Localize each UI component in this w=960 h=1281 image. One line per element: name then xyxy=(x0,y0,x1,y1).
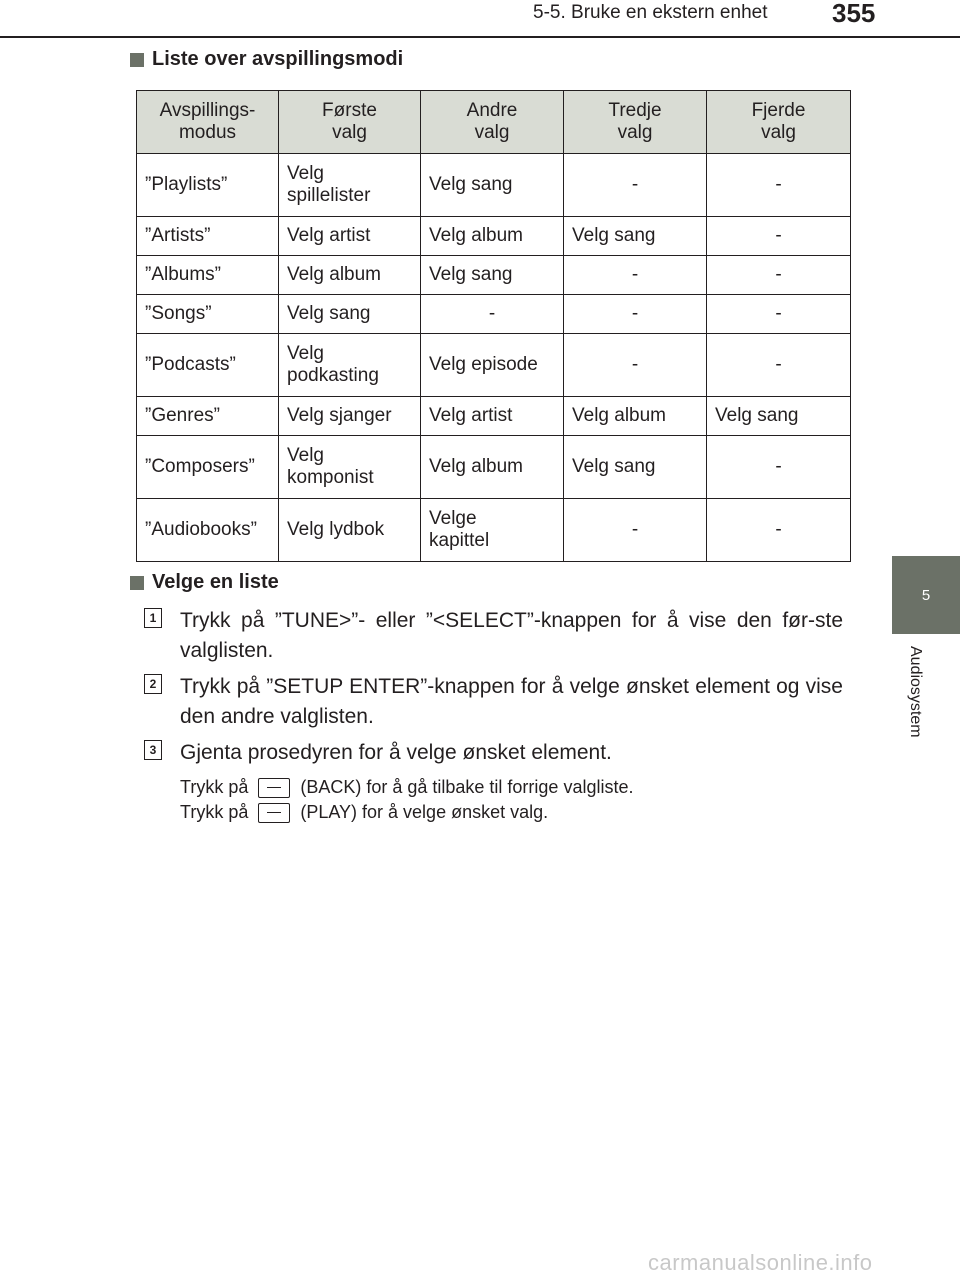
table-row xyxy=(137,256,851,295)
watermark: carmanualsonline.info xyxy=(648,1250,873,1275)
table-cell: - xyxy=(564,256,707,295)
table-cell: - xyxy=(421,295,564,334)
step-number-badge: 2 xyxy=(144,674,162,694)
table-cell: - xyxy=(564,154,707,217)
column-header: Fjerde valg xyxy=(707,91,851,154)
table-cell: - xyxy=(707,436,851,499)
table-row xyxy=(137,397,851,436)
playback-modes-heading xyxy=(130,48,403,71)
table-cell: Velg spillelister xyxy=(279,154,421,217)
table-cell: Velg sang xyxy=(421,154,564,217)
chapter-number: 5 xyxy=(921,586,931,604)
note-prefix: Trykk på xyxy=(180,777,249,797)
table-cell: - xyxy=(707,334,851,397)
table-cell: Velg album xyxy=(564,397,707,436)
column-header: Tredje valg xyxy=(564,91,707,154)
page-number: 355 xyxy=(832,0,876,28)
table-cell: Velg album xyxy=(279,256,421,295)
play-button-icon xyxy=(258,803,290,823)
table-cell: ”Artists” xyxy=(137,217,279,256)
table-cell: - xyxy=(707,217,851,256)
table-cell: Velge kapittel xyxy=(421,499,564,562)
step-text: Trykk på ”TUNE>”- eller ”<SELECT”-knappen for å vise den før-ste valglisten. xyxy=(180,609,843,662)
table-cell: - xyxy=(707,295,851,334)
table-cell: ”Podcasts” xyxy=(137,334,279,397)
table-cell: Velg album xyxy=(421,436,564,499)
table-cell: Velg sang xyxy=(564,217,707,256)
note-prefix: Trykk på xyxy=(180,802,249,822)
table-cell: - xyxy=(707,154,851,217)
step-text: Trykk på ”SETUP ENTER”-knappen for å velge ønsket element og vise den andre valglisten. xyxy=(180,675,843,728)
table-cell: Velg lydbok xyxy=(279,499,421,562)
chapter-label: Audiosystem xyxy=(907,646,924,738)
table-cell: ”Albums” xyxy=(137,256,279,295)
table-cell: ”Songs” xyxy=(137,295,279,334)
column-header: Andre valg xyxy=(421,91,564,154)
table-cell: - xyxy=(564,499,707,562)
table-cell: ”Audiobooks” xyxy=(137,499,279,562)
table-cell: - xyxy=(564,295,707,334)
table-cell: Velg sang xyxy=(279,295,421,334)
table-cell: Velg artist xyxy=(421,397,564,436)
table-cell: Velg sjanger xyxy=(279,397,421,436)
step-3 xyxy=(144,738,844,770)
step-text: Gjenta prosedyren for å velge ønsket element. xyxy=(180,741,612,764)
table-cell: Velg sang xyxy=(707,397,851,436)
table-row xyxy=(137,154,851,217)
select-list-heading xyxy=(130,571,279,594)
table-cell: Velg artist xyxy=(279,217,421,256)
section-title: 5-5. Bruke en ekstern enhet xyxy=(533,2,768,23)
table-cell: Velg sang xyxy=(421,256,564,295)
table-cell: Velg album xyxy=(421,217,564,256)
table-cell: Velg episode xyxy=(421,334,564,397)
table-cell: - xyxy=(707,499,851,562)
column-header: Avspillings- modus xyxy=(137,91,279,154)
chapter-tab[interactable] xyxy=(892,556,960,634)
step-2 xyxy=(144,672,844,734)
square-bullet-icon xyxy=(130,576,144,590)
step-1 xyxy=(144,606,844,668)
table-row xyxy=(137,436,851,499)
table-cell: ”Playlists” xyxy=(137,154,279,217)
table-cell: - xyxy=(707,256,851,295)
back-button-icon xyxy=(258,778,290,798)
table-cell: - xyxy=(564,334,707,397)
table-row xyxy=(137,295,851,334)
square-bullet-icon xyxy=(130,53,144,67)
table-row xyxy=(137,334,851,397)
note-suffix: (BACK) for å gå tilbake til forrige valgliste. xyxy=(300,777,634,797)
step-number-badge: 1 xyxy=(144,608,162,628)
heading-text: Velge en liste xyxy=(152,571,279,593)
playback-modes-table xyxy=(136,90,851,562)
note-suffix: (PLAY) for å velge ønsket valg. xyxy=(300,802,549,822)
play-note xyxy=(180,802,548,823)
table-cell: ”Composers” xyxy=(137,436,279,499)
step-number-badge: 3 xyxy=(144,740,162,760)
table-cell: Velg podkasting xyxy=(279,334,421,397)
table-cell: ”Genres” xyxy=(137,397,279,436)
table-cell: Velg sang xyxy=(564,436,707,499)
column-header: Første valg xyxy=(279,91,421,154)
table-row xyxy=(137,499,851,562)
table-cell: Velg komponist xyxy=(279,436,421,499)
heading-text: Liste over avspillingsmodi xyxy=(152,48,404,70)
table-row xyxy=(137,217,851,256)
back-note xyxy=(180,777,633,798)
header-divider xyxy=(0,36,960,38)
table-header-row xyxy=(137,91,851,154)
